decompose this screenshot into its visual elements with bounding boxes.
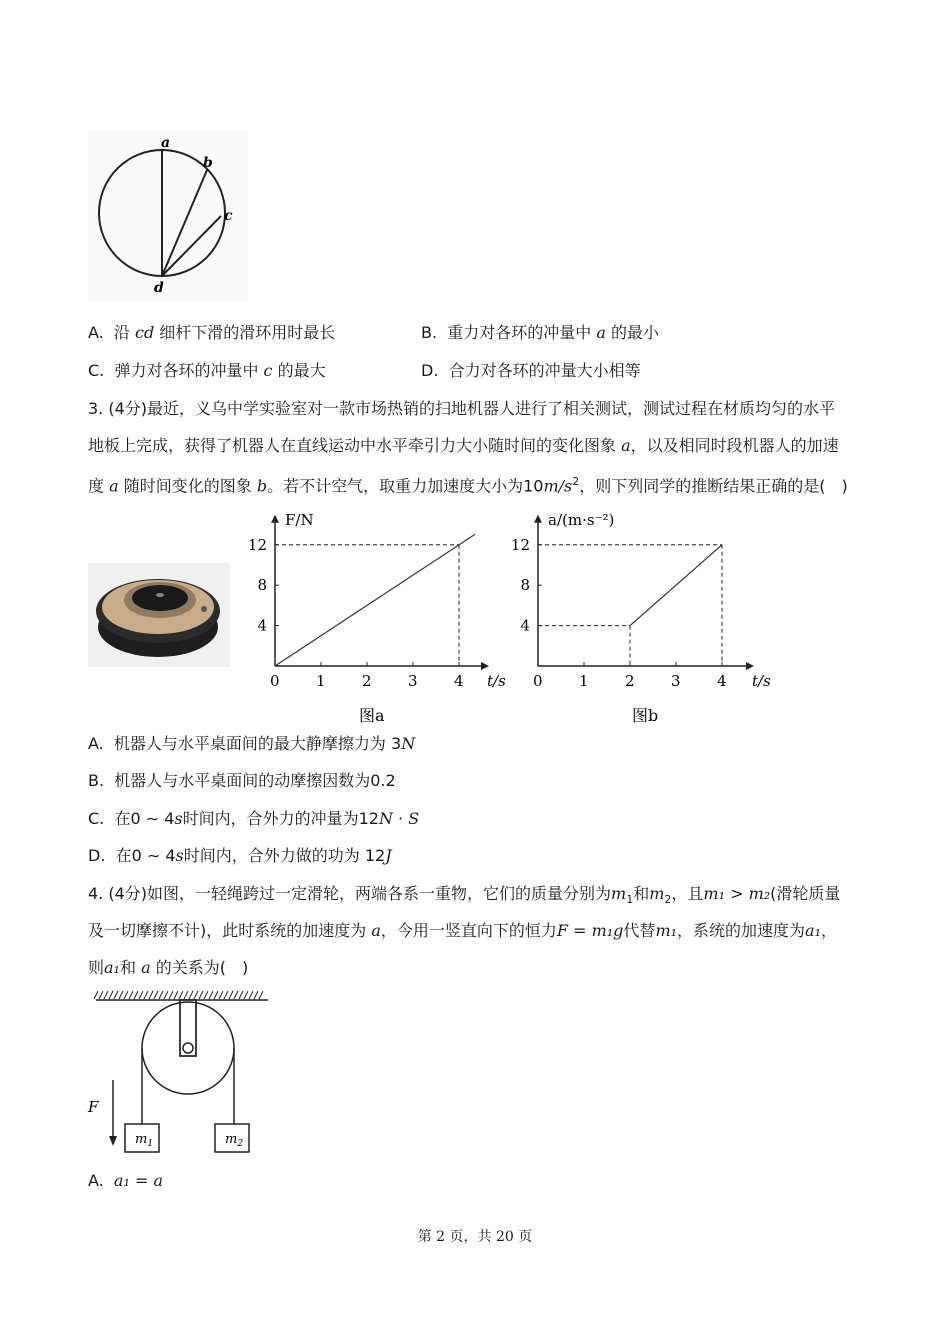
x-tick-label: 0	[533, 672, 543, 690]
stem-text: 及一切摩擦不计)，此时系统的加速度为	[88, 921, 372, 940]
stem-text: 和	[119, 958, 142, 977]
stem-sub: 1	[626, 893, 634, 907]
stem-var: b	[256, 476, 268, 496]
pulley-axle	[183, 1043, 193, 1053]
stem-text: ，系统的加速度为	[677, 921, 806, 940]
stem-text: 则	[88, 958, 105, 977]
x-tick-label: 2	[362, 672, 372, 690]
stem-sup: 2	[572, 475, 580, 488]
option-text: 在0 ∼ 4	[114, 809, 175, 828]
x-axis-arrow-icon	[746, 662, 754, 670]
q3-stem-line1	[88, 399, 835, 419]
q3-stem-line3	[88, 472, 848, 496]
stem-var: a₁	[805, 921, 821, 940]
x-tick-label: 1	[579, 672, 589, 690]
q3-option-a[interactable]	[88, 734, 415, 754]
option-prefix: D.	[421, 361, 439, 380]
stem-text: (滑轮质量	[770, 884, 841, 903]
q4-stem-line3	[88, 958, 248, 978]
option-text: 沿	[113, 323, 136, 342]
option-text: 在0 ∼ 4	[115, 846, 176, 865]
ceiling-hatch	[94, 991, 263, 999]
stem-var: a	[621, 436, 631, 455]
stem-var: a	[141, 958, 151, 977]
chart-a-force-time	[247, 505, 506, 725]
option-text: 细杆下滑的滑环用时最长	[154, 323, 336, 342]
option-prefix: A.	[88, 734, 104, 753]
option-var: cd	[135, 323, 155, 342]
series-line	[630, 545, 722, 626]
option-prefix: B.	[421, 323, 438, 342]
stem-text: 代替	[623, 921, 656, 940]
option-text: 合力对各环的冲量大小相等	[448, 361, 641, 380]
q4-option-a[interactable]	[88, 1171, 163, 1191]
stem-text: ，以及相同时段机器人的加速	[630, 436, 839, 455]
option-prefix: B.	[88, 771, 105, 790]
option-var: s	[175, 846, 184, 865]
option-text: 时间内，合外力做的功为 12	[183, 846, 386, 865]
x-tick-label: 0	[270, 672, 280, 690]
q3-stem-line2	[88, 436, 839, 456]
stem-var: m	[611, 884, 627, 903]
series-line	[275, 534, 475, 666]
option-var: s	[174, 809, 183, 828]
q2-option-d[interactable]	[421, 361, 641, 381]
chart-caption: 图b	[632, 706, 659, 725]
q2-option-a[interactable]	[88, 323, 335, 343]
x-tick-label: 4	[454, 672, 464, 690]
x-axis-label: t/s	[752, 672, 771, 690]
robot-sensor-icon	[201, 606, 207, 612]
robot-button-icon	[156, 593, 164, 597]
option-prefix: D.	[88, 846, 106, 865]
x-axis-label: t/s	[487, 672, 506, 690]
page-footer	[0, 1226, 950, 1246]
option-prefix: C.	[88, 361, 105, 380]
stem-text: ，且	[671, 884, 704, 903]
stem-text: 和	[633, 884, 650, 903]
q4-stem-line1	[88, 884, 840, 910]
y-axis-label: F/N	[285, 510, 314, 529]
option-var: N · S	[378, 809, 420, 828]
stem-expr: m₁ > m₂	[703, 884, 771, 903]
stem-text: ，今用一竖直向下的恒力	[380, 921, 557, 940]
y-tick-label: 4	[520, 616, 530, 635]
robot-vacuum-image	[88, 563, 230, 667]
stem-text: 的关系为( )	[150, 958, 249, 977]
stem-text: ，	[821, 921, 838, 940]
q3-option-b[interactable]	[88, 771, 396, 791]
x-tick-label: 2	[625, 672, 635, 690]
option-var: c	[263, 361, 273, 380]
chart-b-acceleration-time	[510, 505, 770, 725]
chart-caption: 图a	[359, 706, 385, 725]
stem-text: 3. (4分)最近，义乌中学实验室对一款市场热销的扫地机器人进行了相关测试，测试过程在材质均匀的水平	[88, 399, 836, 418]
option-expr: a₁ = a	[113, 1171, 163, 1190]
stem-unit: m/s	[543, 476, 573, 496]
option-var: N	[401, 734, 416, 753]
option-text: 重力对各环的冲量中	[447, 323, 597, 342]
y-tick-label: 4	[257, 616, 267, 635]
option-text: 时间内，合外力的冲量为12	[182, 809, 379, 828]
stem-sub: 2	[664, 893, 672, 907]
stem-var: a₁	[104, 958, 120, 977]
stem-var: a	[371, 921, 381, 940]
robot-top	[132, 585, 188, 611]
label-a: a	[161, 135, 171, 151]
q2-option-c[interactable]	[88, 361, 326, 381]
stem-text: 随时间变化的图象	[118, 476, 257, 496]
force-arrow-head-icon	[109, 1136, 117, 1146]
option-text: 机器人与水平桌面间的最大静摩擦力为 3	[113, 734, 402, 753]
y-axis-label: a/(m·s⁻²)	[548, 510, 615, 529]
stem-var: m	[649, 884, 665, 903]
y-tick-label: 8	[520, 576, 530, 595]
stem-text: 4. (4分)如图，一轻绳跨过一定滑轮，两端各系一重物，它们的质量分别为	[88, 884, 612, 903]
option-prefix: C.	[88, 809, 105, 828]
label-d: d	[154, 280, 164, 296]
label-b: b	[203, 155, 213, 171]
pulley-figure	[82, 988, 272, 1158]
option-prefix: A.	[88, 323, 104, 342]
q3-option-d[interactable]	[88, 846, 392, 866]
option-text: 机器人与水平桌面间的动摩擦因数为0.2	[114, 771, 396, 790]
stem-text: 度	[88, 476, 110, 496]
force-label: F	[88, 1098, 99, 1116]
circle-chord-figure	[88, 130, 248, 302]
y-axis-arrow-icon	[271, 515, 279, 523]
q4-stem-line2	[88, 921, 837, 941]
label-c: c	[224, 208, 233, 224]
y-tick-label: 12	[510, 535, 530, 554]
y-axis-arrow-icon	[534, 515, 542, 523]
y-tick-label: 8	[257, 576, 267, 595]
x-axis-arrow-icon	[481, 662, 489, 670]
q2-option-b[interactable]	[421, 323, 659, 343]
x-tick-label: 4	[717, 672, 727, 690]
option-text: 弹力对各环的冲量中	[114, 361, 264, 380]
mass-m2-label: $m_2$	[225, 1132, 244, 1149]
option-text: 的最大	[272, 361, 326, 380]
q3-option-c[interactable]	[88, 809, 419, 829]
option-prefix: A.	[88, 1171, 104, 1190]
stem-text: ，则下列同学的推断结果正确的是( )	[579, 476, 848, 496]
stem-text: 。若不计空气，取重力加速度大小为10	[267, 476, 544, 496]
mass-m1-label: $m_1$	[135, 1132, 154, 1149]
y-tick-label: 12	[247, 535, 267, 554]
x-tick-label: 1	[316, 672, 326, 690]
stem-expr: F = m₁g	[556, 921, 624, 940]
option-var: a	[596, 323, 606, 342]
option-text: 的最小	[605, 323, 659, 342]
x-tick-label: 3	[408, 672, 418, 690]
x-tick-label: 3	[671, 672, 681, 690]
stem-var: m₁	[655, 921, 678, 940]
stem-var: a	[109, 476, 119, 496]
option-var: J	[385, 846, 392, 865]
page-number: 第 2 页，共 20 页	[417, 1229, 533, 1245]
stem-text: 地板上完成，获得了机器人在直线运动中水平牵引力大小随时间的变化图象	[88, 436, 622, 455]
